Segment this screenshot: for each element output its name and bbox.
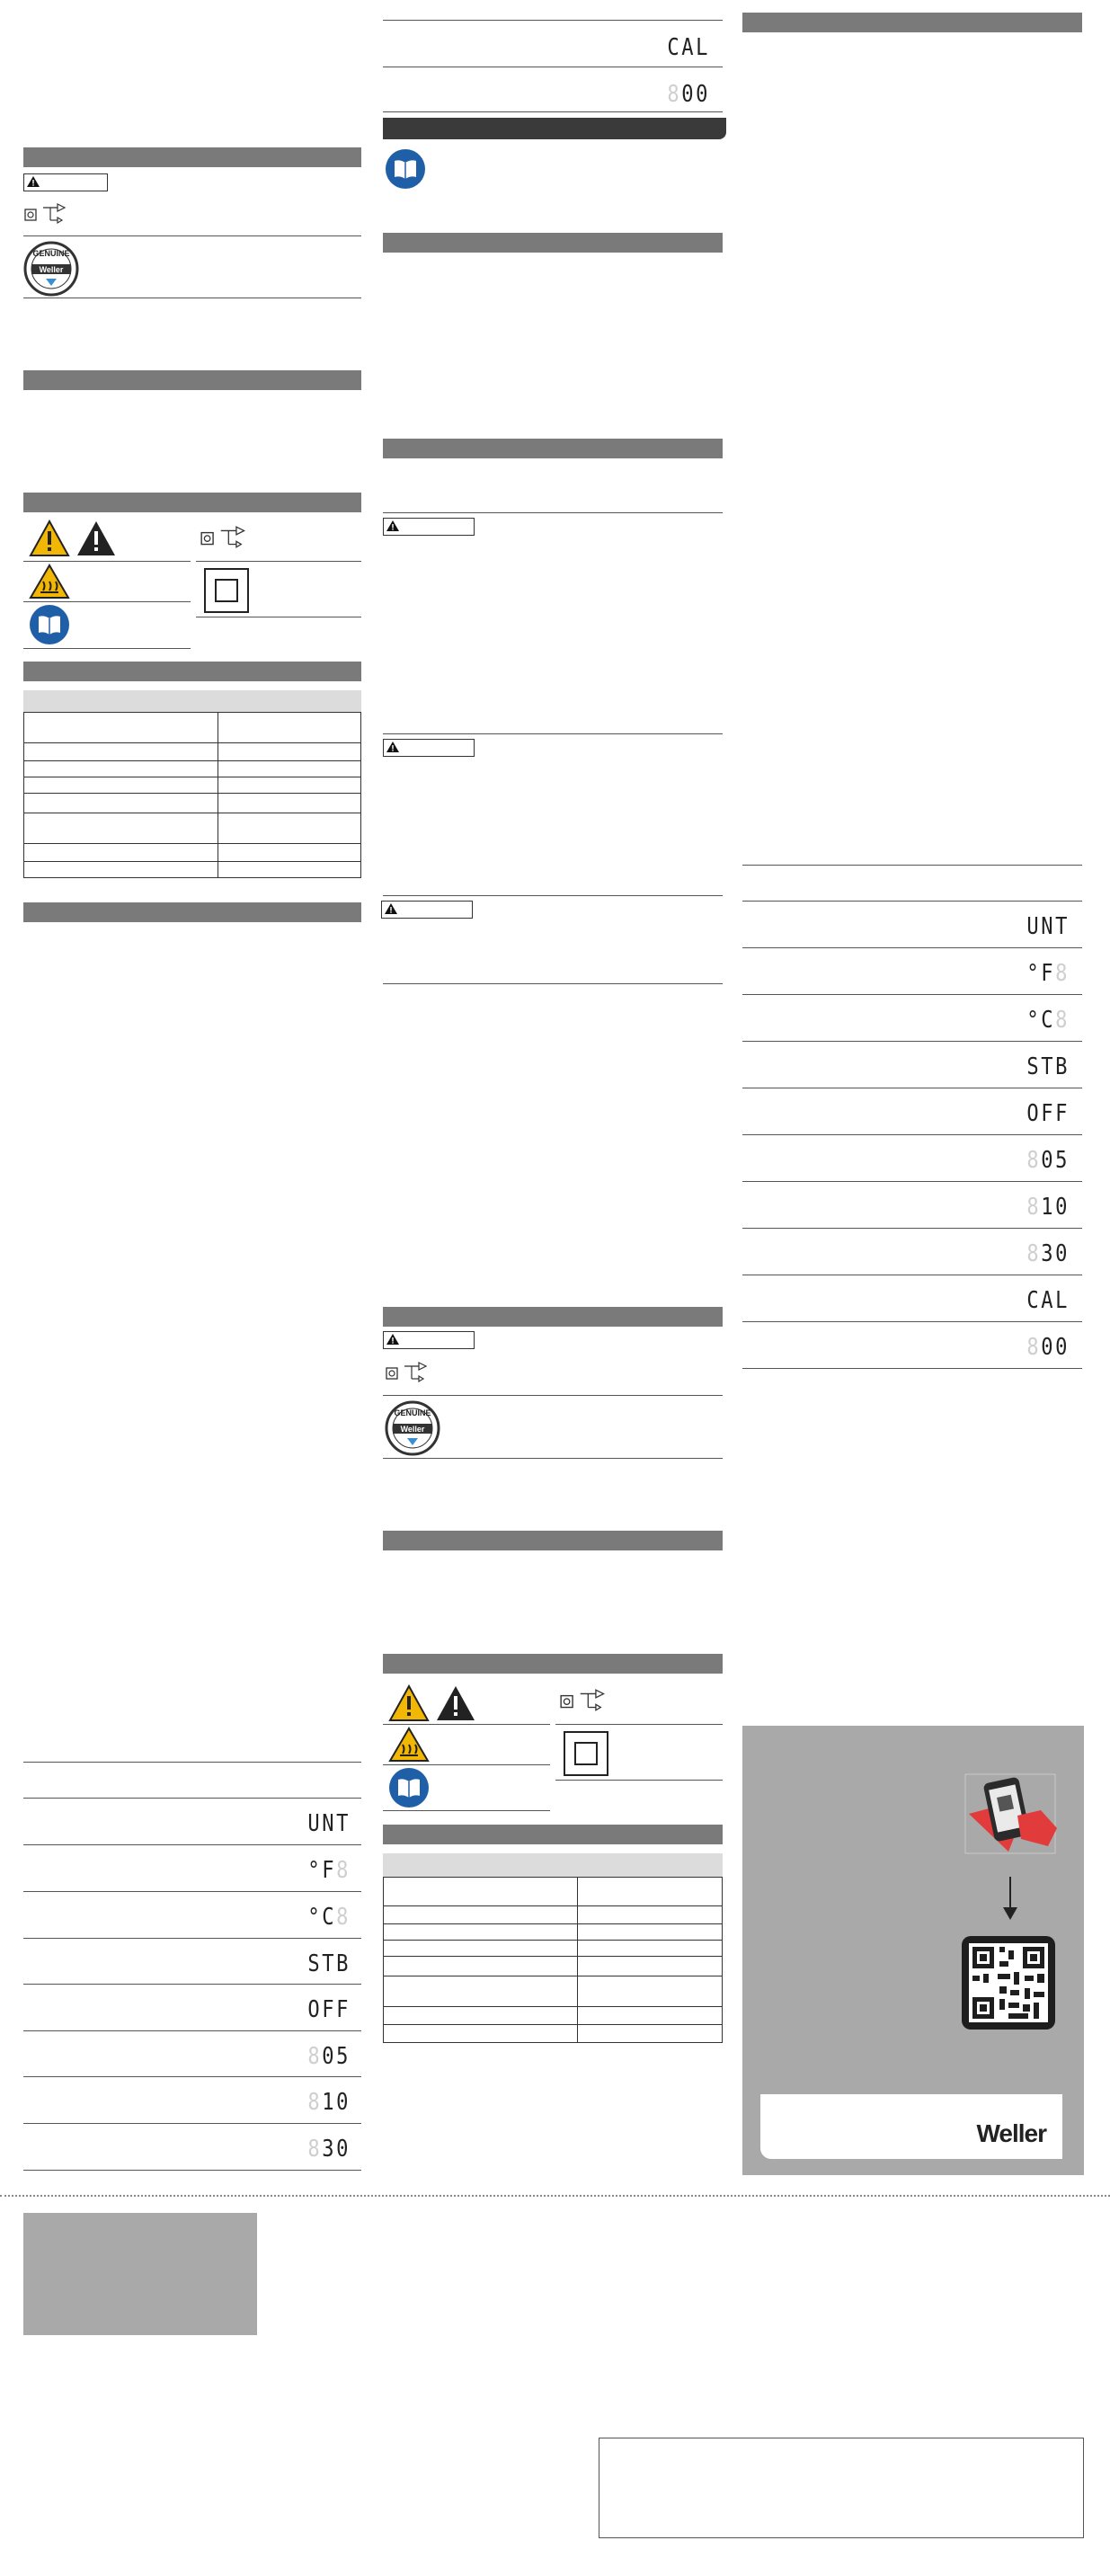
- display-code-text: 00: [681, 81, 710, 108]
- divider: [742, 865, 1082, 866]
- table: [23, 690, 361, 879]
- warning-icon: [388, 1684, 430, 1722]
- display-code-text: °C: [1026, 1007, 1056, 1034]
- section-bar: [383, 1825, 723, 1844]
- section-bar: [383, 233, 723, 253]
- divider: [23, 1798, 361, 1799]
- warning-label: [383, 739, 475, 757]
- divider: [23, 235, 361, 236]
- plug-icon: [200, 525, 250, 550]
- display-code-text: °C: [307, 1904, 337, 1931]
- divider: [383, 1810, 550, 1811]
- divider: [742, 1181, 1082, 1182]
- display-code: OFF: [307, 1996, 351, 2023]
- warning-label: [383, 518, 475, 536]
- divider: [383, 1724, 550, 1725]
- display-code-text: °F: [307, 1857, 337, 1884]
- divider: [383, 895, 723, 896]
- brand-footer: [760, 2094, 1062, 2159]
- table: [383, 1853, 723, 2044]
- divider: [23, 2076, 361, 2077]
- warning-icon: [75, 520, 117, 557]
- qr-code-icon: [962, 1936, 1055, 2030]
- hot-surface-icon: [29, 564, 70, 600]
- display-code: 800: [667, 81, 710, 108]
- display-code: STB: [307, 1950, 351, 1977]
- warning-label: [383, 1331, 475, 1349]
- section-bar: [383, 1307, 723, 1327]
- display-code: UNT: [1026, 913, 1070, 940]
- divider: [742, 994, 1082, 995]
- display-code: 805: [1026, 1147, 1070, 1174]
- warning-icon: [386, 520, 400, 532]
- genuine-seal-icon: [23, 241, 79, 297]
- smartphone-icon: [963, 1772, 1059, 1857]
- display-code-text: °F: [1026, 960, 1056, 987]
- class-ii-icon: [203, 567, 250, 614]
- warning-label: [381, 901, 473, 919]
- manual-icon: [385, 148, 426, 190]
- section-bar: [23, 493, 361, 512]
- warning-label: [23, 173, 108, 191]
- divider: [196, 561, 361, 562]
- divider: [742, 1228, 1082, 1229]
- section-bar: [742, 13, 1082, 32]
- divider: [742, 1134, 1082, 1135]
- manual-icon: [388, 1767, 430, 1808]
- display-code-text: 30: [1041, 1240, 1070, 1267]
- divider: [23, 561, 191, 562]
- seal-brand-text: Weller: [400, 1425, 425, 1434]
- display-code: 810: [1026, 1194, 1070, 1221]
- display-code: 830: [1026, 1240, 1070, 1267]
- display-code: °C8: [307, 1904, 351, 1931]
- display-code-text: 05: [322, 2043, 351, 2070]
- display-code: CAL: [667, 34, 710, 61]
- divider: [742, 1041, 1082, 1042]
- warning-icon: [384, 902, 398, 915]
- qr-panel: [742, 1726, 1084, 2175]
- divider: [23, 2123, 361, 2124]
- brand-logo: Weller: [976, 2119, 1046, 2147]
- section-bar-dark: [383, 118, 726, 139]
- divider: [742, 1368, 1082, 1369]
- seal-top-text: GENUINE: [394, 1408, 431, 1417]
- display-code: °F8: [1026, 960, 1070, 987]
- warning-icon: [29, 520, 70, 557]
- divider: [383, 1395, 723, 1396]
- divider: [23, 1891, 361, 1892]
- display-code: 805: [307, 2043, 351, 2070]
- section-bar: [383, 439, 723, 458]
- section-bar: [383, 1654, 723, 1674]
- warning-icon: [26, 175, 40, 188]
- divider: [383, 1458, 723, 1459]
- divider: [23, 601, 191, 602]
- divider: [742, 947, 1082, 948]
- divider: [383, 733, 723, 734]
- display-code: CAL: [1026, 1287, 1070, 1314]
- divider: [23, 1762, 361, 1763]
- display-code: UNT: [307, 1810, 351, 1837]
- divider: [555, 1780, 723, 1781]
- display-code: 800: [1026, 1334, 1070, 1361]
- gray-block: [23, 2213, 257, 2335]
- display-code: °F8: [307, 1857, 351, 1884]
- plug-icon: [23, 202, 70, 226]
- display-code-text: 05: [1041, 1147, 1070, 1174]
- display-code: STB: [1026, 1053, 1070, 1080]
- class-ii-icon: [563, 1730, 609, 1777]
- seal-top-text: GENUINE: [32, 249, 70, 258]
- display-code-text: 10: [322, 2089, 351, 2116]
- plug-icon: [559, 1688, 609, 1713]
- divider: [383, 512, 723, 513]
- divider: [383, 1764, 550, 1765]
- divider: [742, 1321, 1082, 1322]
- display-code-text: 00: [1041, 1334, 1070, 1361]
- warning-icon: [386, 741, 400, 753]
- section-bar: [23, 662, 361, 681]
- warning-icon: [386, 1333, 400, 1346]
- manual-icon: [29, 604, 70, 645]
- plug-icon: [385, 1361, 431, 1384]
- display-code: OFF: [1026, 1100, 1070, 1127]
- fold-line: [0, 2195, 1110, 2197]
- divider: [555, 1724, 723, 1725]
- display-code: °C8: [1026, 1007, 1070, 1034]
- display-code-text: 10: [1041, 1194, 1070, 1221]
- divider: [383, 111, 723, 112]
- section-bar: [23, 902, 361, 922]
- divider: [742, 901, 1082, 902]
- display-code-text: 30: [322, 2136, 351, 2163]
- genuine-seal-icon: [385, 1400, 440, 1456]
- arrow-down-icon: [999, 1875, 1021, 1922]
- divider: [383, 983, 723, 984]
- divider: [23, 1938, 361, 1939]
- divider: [23, 2030, 361, 2031]
- divider: [23, 1844, 361, 1845]
- hot-surface-icon: [388, 1727, 430, 1763]
- divider: [383, 20, 723, 21]
- section-bar: [23, 147, 361, 167]
- warning-icon: [435, 1684, 476, 1722]
- divider: [23, 648, 191, 649]
- divider: [23, 2170, 361, 2171]
- divider: [23, 1984, 361, 1985]
- seal-brand-text: Weller: [39, 265, 64, 274]
- display-code: 830: [307, 2136, 351, 2163]
- label-box: [599, 2438, 1084, 2538]
- display-code: 810: [307, 2089, 351, 2116]
- section-bar: [23, 370, 361, 390]
- section-bar: [383, 1531, 723, 1550]
